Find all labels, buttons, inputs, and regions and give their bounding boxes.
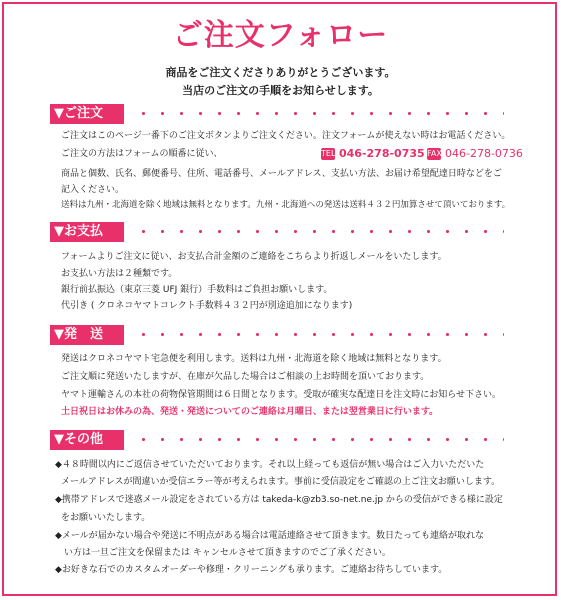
shipping-line-1: 発送はクロネコヤマト宅急便を利用します。送料は九州・北海道を除く地域は無料となります。 xyxy=(61,354,447,364)
dotted-divider xyxy=(134,111,504,116)
tel-text: 046-278-0735 xyxy=(339,147,425,160)
shipping-line-3: ヤマト運輸さんの本社の荷物保管期間は６日間となります。受取が確実な配達日を注文時にお知らせ下さい。 xyxy=(61,390,502,400)
dotted-divider xyxy=(134,437,504,442)
other-line-7: ◆お好きな石でのカスタムオーダーや修理・クリーニングも承ります。ご連絡お待ちしています。 xyxy=(55,565,448,575)
payment-line-4: 代引き ( クロネコヤマトコレクト手数料４３２円が別途追加になります) xyxy=(61,301,353,311)
payment-line-1: フォームよりご注文に従い、お支払合計金額のご連絡をこちらより折返しメールをいたします。 xyxy=(61,252,447,262)
shipping-line-2: ご注文順に発送いたしますが、在庫が欠品した場合はご相談の上お時間を頂いております。 xyxy=(61,372,430,382)
other-line-3: ◆携帯アドレスで迷惑メール設定をされている方は takeda-k@zb3.so-net.ne.jp からの受信ができる様に設定 xyxy=(55,495,503,505)
order-line-5: 送料は九州・北海道を除く地域は無料となります。九州・北海道への発送は送料４３２円加算させて頂いております。 xyxy=(61,200,511,210)
section-shipping-header xyxy=(50,325,520,345)
section-heading: ▼お支払 xyxy=(50,222,124,242)
other-line-1: ◆４８時間以内にご返信させていただいております。それ以上経っても返信が無い場合はご入力いただいた xyxy=(55,460,485,470)
other-line-4: をお願いいたします。 xyxy=(61,513,151,523)
dotted-divider xyxy=(134,332,504,337)
tel-number[interactable] xyxy=(321,147,425,161)
intro-line-2: 当店のご注文の手順をお知らせします。 xyxy=(182,84,379,97)
order-line-4: 記入ください。 xyxy=(61,185,125,195)
section-other-header xyxy=(50,430,520,450)
payment-line-3: 銀行前払振込（東京三菱 UFJ 銀行）手数料はご負担お願いします。 xyxy=(61,285,333,295)
fax-number xyxy=(427,147,523,161)
dotted-divider xyxy=(134,229,504,234)
section-order-header xyxy=(50,104,520,124)
shipping-notice: 土日祝日はお休みの為、発送・発送についてのご連絡は月曜日、または翌営業日に行います。 xyxy=(61,407,439,417)
section-heading: ▼ご注文 xyxy=(50,104,124,124)
fax-icon: FAX xyxy=(427,149,442,158)
phone-icon: TEL xyxy=(321,149,336,158)
other-line-2: メールアドレスが間違いか受信エラー等が考えられます。事前に受信設定をご確認の上ご注文お願いします。 xyxy=(61,477,501,487)
fax-text: 046-278-0736 xyxy=(445,147,523,160)
other-line-5: ◆メールが届かない場合や発送に不明点がある場合は電話連絡させて頂きます。数日たっても連絡が取れな xyxy=(55,531,485,541)
page-title: ご注文フォロー xyxy=(172,18,389,53)
order-line-1: ご注文はこのページ一番下のご注文ボタンよりご注文ください。注文フォームが使えない時はお電話ください。 xyxy=(61,131,511,141)
order-line-2: ご注文の方法はフォームの順番に従い、 xyxy=(61,149,223,159)
section-heading: ▼その他 xyxy=(50,430,124,450)
other-line-6: い方は一旦ご注文を保留または キャンセルさせて頂きますのでご了承ください。 xyxy=(55,548,391,558)
section-payment-header xyxy=(50,222,520,242)
intro-line-1: 商品をご注文くださりありがとうございます。 xyxy=(165,66,396,79)
order-line-3: 商品と個数、氏名、郵便番号、住所、電話番号、メールアドレス、支払い方法、お届け希望配達日時などをご xyxy=(61,169,502,179)
payment-line-2: お支払い方法は２種類です。 xyxy=(61,269,178,279)
section-heading: ▼発 送 xyxy=(50,325,124,345)
